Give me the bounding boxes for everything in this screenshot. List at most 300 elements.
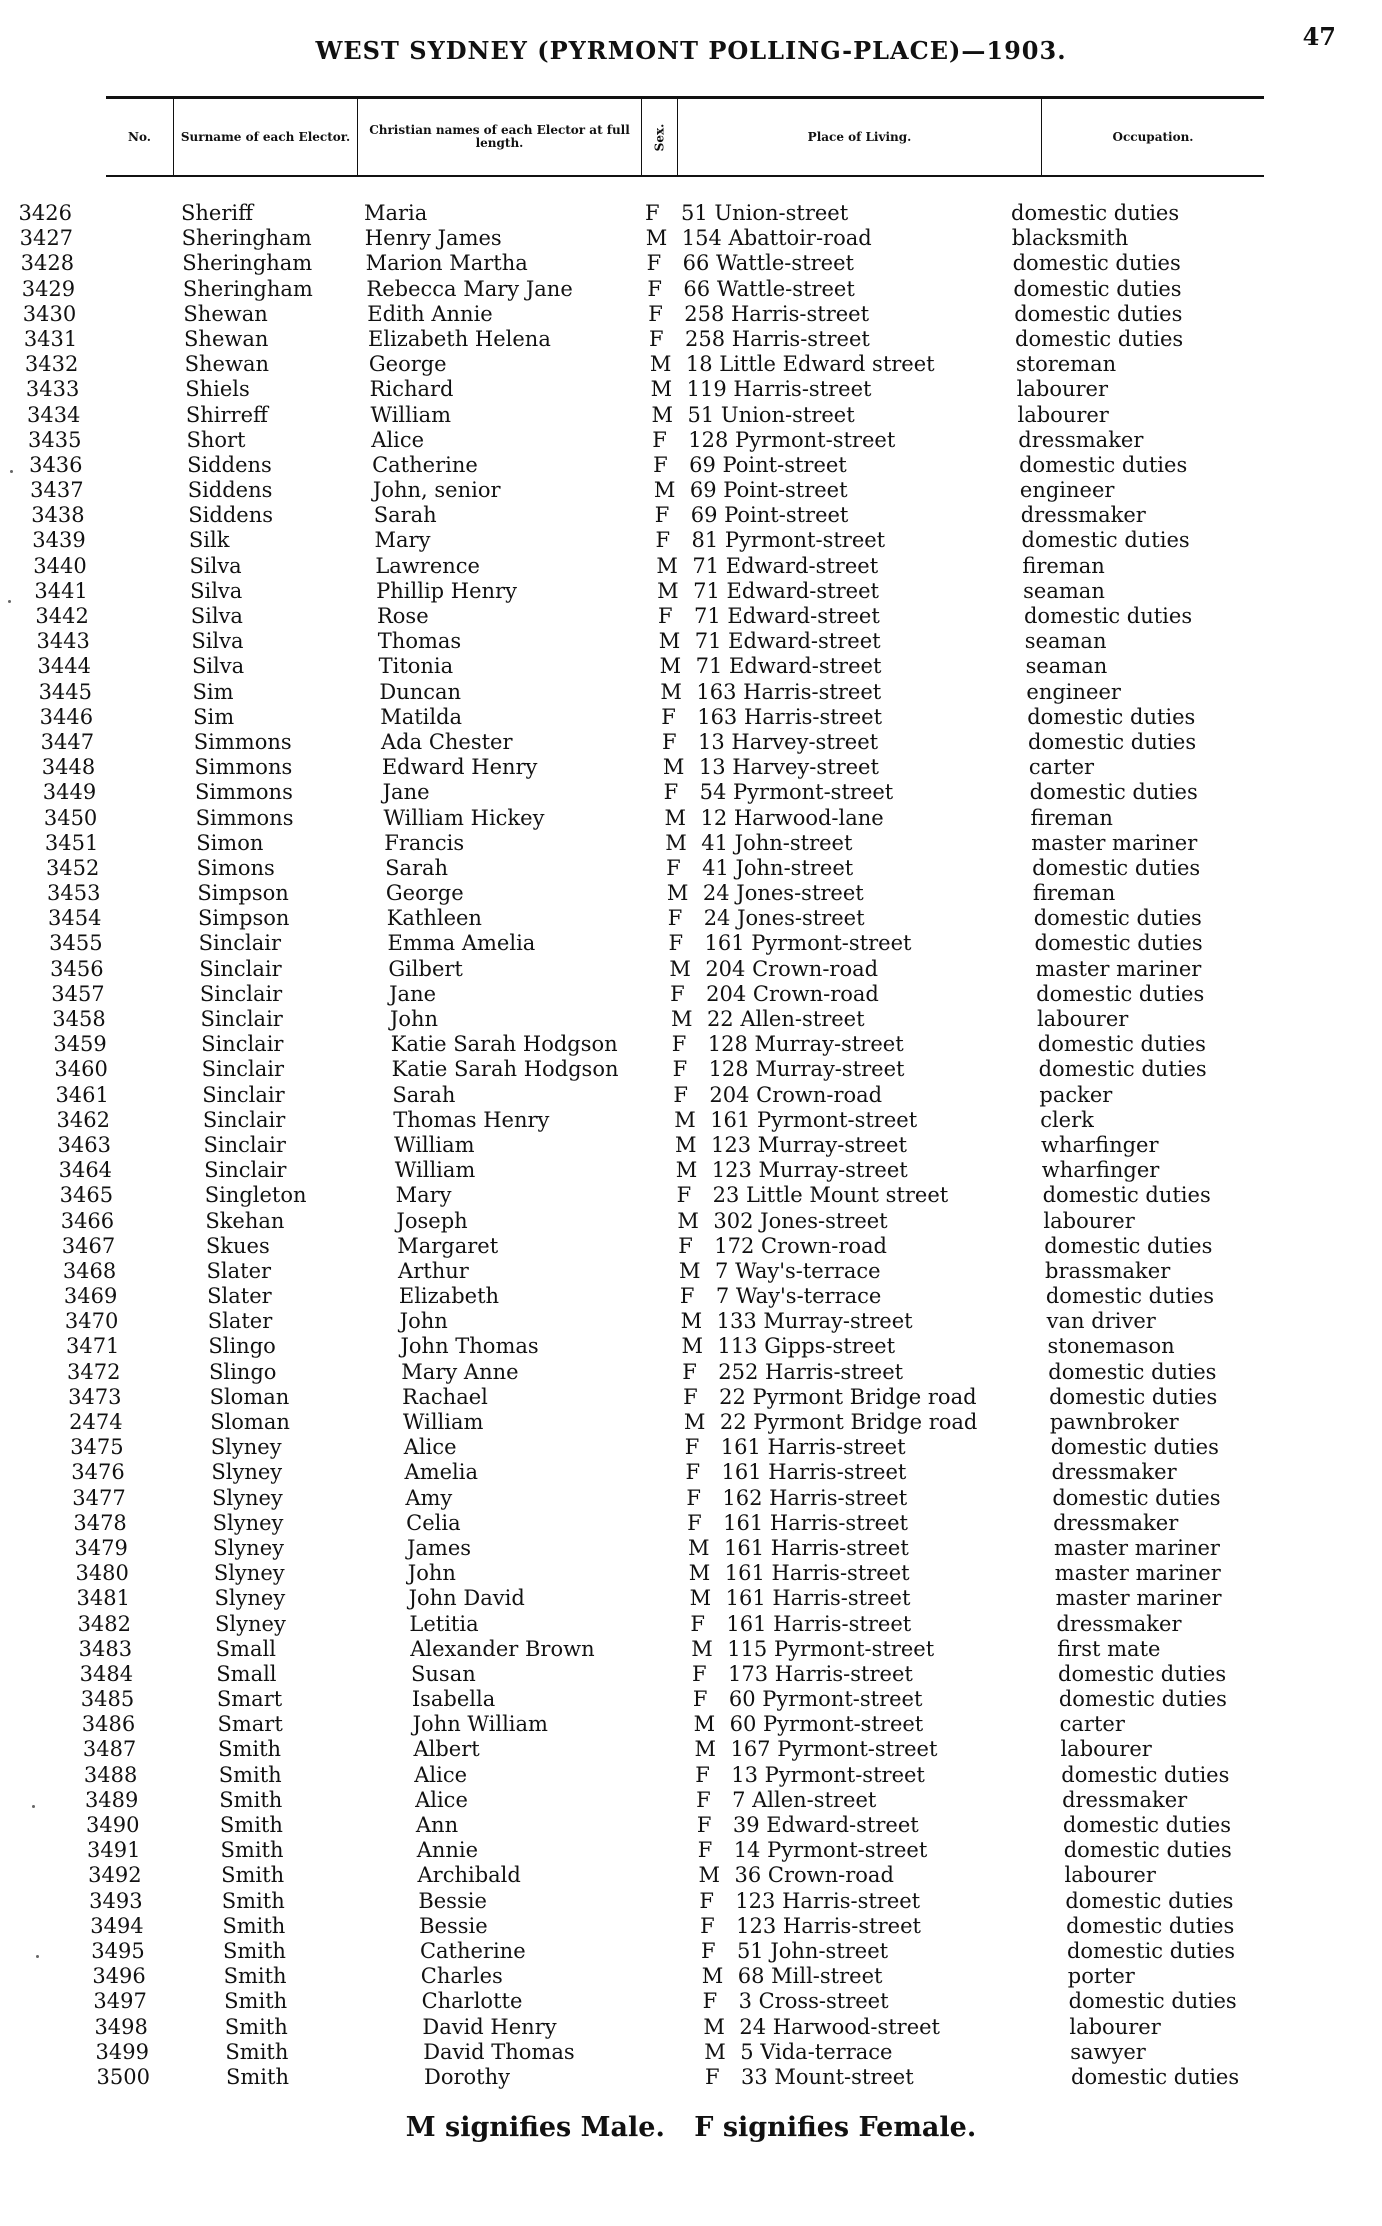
row-number: 3441 — [34, 578, 88, 603]
row-christian-names: John — [407, 1561, 456, 1586]
row-surname: Slyney — [213, 1561, 285, 1586]
row-christian-names: Amy — [405, 1485, 453, 1510]
table-row — [0, 327, 1382, 352]
row-surname: Smith — [221, 1888, 285, 1913]
table-row — [0, 680, 1382, 705]
row-sex: F — [692, 1661, 707, 1686]
row-occupation: domestic duties — [1021, 528, 1190, 553]
row-number: 3455 — [49, 931, 103, 956]
row-occupation: clerk — [1040, 1107, 1094, 1132]
row-surname: Smith — [222, 1913, 286, 1938]
row-surname: Skues — [205, 1233, 270, 1258]
row-sex: M — [688, 1561, 711, 1586]
row-christian-names: Mary — [395, 1183, 452, 1208]
row-number: 3443 — [36, 629, 90, 654]
row-occupation: domestic duties — [1033, 906, 1202, 931]
table-row — [0, 1360, 1382, 1385]
row-number: 3491 — [87, 1838, 141, 1863]
table-row — [0, 1637, 1382, 1662]
table-row — [0, 1687, 1382, 1712]
header-christian-names: Christian names of each Elector at full length. — [358, 99, 642, 175]
row-occupation: labourer — [1064, 1863, 1156, 1888]
table-row — [0, 931, 1382, 956]
row-occupation: domestic duties — [1058, 1687, 1227, 1712]
row-sex: M — [666, 881, 689, 906]
row-number: 3462 — [56, 1107, 110, 1132]
row-number: 3467 — [61, 1233, 116, 1258]
row-occupation: labourer — [1036, 1007, 1129, 1031]
row-christian-names: Ada Chester — [381, 729, 513, 754]
row-christian-names: Phillip Henry — [376, 578, 517, 603]
row-surname: Sim — [193, 704, 235, 729]
table-row — [0, 1183, 1382, 1208]
row-number: 3464 — [58, 1158, 113, 1183]
table-row — [0, 302, 1382, 327]
row-sex: F — [647, 276, 662, 301]
row-sex: F — [700, 1913, 715, 1938]
row-occupation: engineer — [1019, 478, 1115, 503]
row-number: 3442 — [35, 604, 89, 628]
table-row — [0, 1234, 1382, 1259]
row-place-of-living: 51 Union-street — [681, 201, 849, 225]
row-sex: M — [677, 1208, 699, 1233]
table-row — [0, 1460, 1382, 1485]
row-number: 3432 — [24, 352, 79, 377]
row-place-of-living: 24 Jones-street — [703, 906, 865, 931]
row-place-of-living: 163 Harris-street — [696, 679, 882, 704]
row-sex: F — [661, 704, 676, 729]
row-place-of-living: 133 Murray-street — [716, 1309, 913, 1334]
row-sex: M — [675, 1132, 697, 1157]
row-place-of-living: 24 Harwood-street — [739, 2014, 940, 2039]
row-christian-names: Emma Amelia — [387, 931, 536, 956]
row-surname: Sinclair — [198, 931, 282, 956]
row-place-of-living: 71 Edward-street — [693, 578, 879, 603]
row-occupation: dressmaker — [1062, 1787, 1188, 1812]
row-christian-names: William — [370, 402, 451, 427]
row-christian-names: Dorothy — [424, 2064, 510, 2089]
row-surname: Smart — [217, 1712, 283, 1737]
row-surname: Slater — [206, 1258, 272, 1283]
table-row — [0, 478, 1382, 503]
table-row — [0, 428, 1382, 453]
table-row — [0, 503, 1382, 528]
row-surname: Sheringham — [182, 276, 313, 301]
row-christian-names: William — [394, 1132, 475, 1157]
row-number: 3468 — [62, 1258, 117, 1283]
row-number: 3454 — [48, 906, 102, 931]
row-place-of-living: 66 Wattle-street — [682, 251, 854, 276]
table-row — [0, 1334, 1382, 1359]
row-surname: Slater — [207, 1284, 272, 1309]
table-row — [0, 1889, 1382, 1914]
row-christian-names: Archibald — [417, 1863, 521, 1888]
table-row — [0, 1057, 1382, 1082]
row-surname: Simmons — [194, 755, 293, 780]
table-row — [0, 1914, 1382, 1939]
footer-male-note: M signifies Male. — [405, 2112, 665, 2143]
row-sex: F — [679, 1284, 695, 1309]
row-occupation: domestic duties — [1015, 326, 1184, 351]
row-sex: F — [683, 1384, 698, 1409]
row-christian-names: James — [406, 1535, 472, 1560]
row-surname: Smith — [223, 1964, 287, 1989]
row-christian-names: John — [399, 1309, 448, 1334]
row-place-of-living: 161 Harris-street — [723, 1510, 908, 1535]
table-row — [0, 2065, 1382, 2090]
row-place-of-living: 13 Pyrmont-street — [731, 1762, 925, 1787]
row-occupation: domestic duties — [1028, 729, 1197, 754]
row-sex: F — [648, 301, 663, 326]
row-christian-names: Albert — [413, 1737, 480, 1762]
row-place-of-living: 302 Jones-street — [713, 1208, 888, 1233]
row-occupation: fireman — [1022, 553, 1105, 578]
row-surname: Simmons — [193, 729, 292, 754]
row-surname: Small — [215, 1636, 276, 1661]
row-christian-names: Gilbert — [388, 956, 463, 981]
row-place-of-living: 41 John-street — [701, 830, 853, 855]
row-surname: Smart — [216, 1687, 283, 1712]
table-row — [0, 277, 1382, 302]
row-surname: Small — [216, 1661, 277, 1686]
row-occupation: domestic duties — [1011, 201, 1180, 225]
table-row — [0, 604, 1382, 629]
row-place-of-living: 163 Harris-street — [697, 704, 883, 729]
header-occupation: Occupation. — [1112, 129, 1194, 144]
row-place-of-living: 23 Little Mount street — [712, 1183, 949, 1208]
row-place-of-living: 41 John-street — [702, 855, 854, 880]
row-place-of-living: 161 Pyrmont-street — [710, 1107, 918, 1132]
table-row — [0, 403, 1382, 428]
row-sex: M — [651, 402, 673, 427]
row-christian-names: Letitia — [409, 1611, 479, 1636]
row-christian-names: Rachael — [402, 1384, 488, 1409]
row-place-of-living: 68 Mill-street — [737, 1964, 883, 1989]
row-place-of-living: 161 Harris-street — [720, 1435, 906, 1460]
row-surname: Smith — [222, 1938, 286, 1963]
row-place-of-living: 204 Crown-road — [705, 956, 879, 981]
row-surname: Silva — [190, 604, 243, 628]
table-row — [0, 1662, 1382, 1687]
table-row — [0, 629, 1382, 654]
row-sex: M — [665, 830, 687, 855]
row-sex: F — [699, 1888, 714, 1913]
table-row — [0, 251, 1382, 276]
row-christian-names: Mary Anne — [401, 1359, 519, 1384]
header-no: No. — [106, 99, 174, 175]
row-christian-names: Sarah — [385, 855, 449, 880]
row-number: 3495 — [91, 1938, 145, 1963]
row-christian-names: Joseph — [396, 1208, 468, 1233]
row-sex: F — [702, 1989, 718, 2014]
table-row — [0, 730, 1382, 755]
table-row — [0, 906, 1382, 931]
row-occupation: domestic duties — [1027, 704, 1196, 729]
row-occupation: domestic duties — [1013, 276, 1182, 301]
row-number: 3445 — [38, 679, 93, 704]
row-surname: Silva — [190, 578, 243, 603]
row-sex: F — [684, 1435, 700, 1460]
row-surname: Sinclair — [202, 1082, 285, 1107]
row-sex: M — [701, 1964, 724, 1989]
row-number: 3500 — [96, 2064, 150, 2089]
row-place-of-living: 123 Harris-street — [735, 1888, 921, 1913]
table-row — [0, 1838, 1382, 1863]
row-number: 3469 — [63, 1284, 118, 1309]
row-sex: F — [670, 981, 685, 1006]
row-surname: Smith — [219, 1787, 283, 1812]
row-christian-names: John William — [412, 1712, 548, 1737]
row-sex: M — [674, 1107, 696, 1132]
row-sex: M — [662, 755, 685, 780]
row-surname: Siddens — [187, 478, 273, 503]
row-christian-names: Kathleen — [386, 906, 482, 931]
scan-speck — [36, 1955, 39, 1958]
table-row — [0, 1083, 1382, 1108]
row-number: 3466 — [60, 1208, 115, 1233]
table-row — [0, 226, 1382, 251]
row-place-of-living: 161 Pyrmont-street — [704, 931, 912, 956]
row-sex: F — [666, 855, 681, 880]
row-number: 3449 — [42, 780, 97, 805]
row-occupation: seaman — [1023, 578, 1105, 603]
row-number: 3475 — [70, 1435, 124, 1460]
row-place-of-living: 161 Harris-street — [723, 1535, 909, 1560]
row-occupation: fireman — [1032, 881, 1116, 906]
row-sex: F — [657, 604, 673, 628]
row-occupation: domestic duties — [1045, 1284, 1214, 1309]
row-occupation: domestic duties — [1066, 1913, 1235, 1938]
row-place-of-living: 54 Pyrmont-street — [699, 780, 894, 805]
row-occupation: master mariner — [1053, 1535, 1220, 1560]
table-row — [0, 780, 1382, 805]
row-christian-names: David Henry — [422, 2014, 557, 2039]
row-number: 3472 — [67, 1359, 121, 1384]
row-occupation: domestic duties — [1012, 251, 1181, 276]
table-row — [0, 1209, 1382, 1234]
row-surname: Silva — [191, 629, 244, 654]
row-occupation: domestic duties — [1042, 1183, 1211, 1208]
row-number: 3499 — [95, 2039, 149, 2064]
row-place-of-living: 39 Edward-street — [732, 1813, 919, 1837]
row-number: 3494 — [90, 1913, 144, 1938]
row-occupation: domestic duties — [1032, 855, 1201, 880]
row-christian-names: Rose — [376, 604, 429, 628]
row-place-of-living: 5 Vida-terrace — [740, 2039, 893, 2064]
table-row — [0, 1259, 1382, 1284]
row-place-of-living: 128 Murray-street — [708, 1057, 905, 1082]
row-number: 2474 — [69, 1410, 123, 1434]
row-number: 3478 — [73, 1510, 127, 1535]
row-surname: Sinclair — [204, 1158, 287, 1183]
row-number: 3450 — [43, 805, 98, 830]
row-place-of-living: 22 Allen-street — [706, 1007, 865, 1031]
table-row — [0, 1007, 1382, 1032]
row-sex: M — [680, 1309, 703, 1334]
row-surname: Sim — [192, 679, 234, 704]
row-number: 3457 — [51, 981, 105, 1006]
table-row — [0, 957, 1382, 982]
row-surname: Sinclair — [201, 1057, 285, 1082]
row-surname: Slyney — [212, 1510, 284, 1535]
row-occupation: master mariner — [1035, 956, 1202, 981]
row-place-of-living: 161 Harris-street — [726, 1611, 912, 1636]
scan-speck — [32, 1805, 35, 1808]
row-occupation: master mariner — [1054, 1561, 1221, 1586]
row-sex: F — [687, 1510, 702, 1535]
row-christian-names: Amelia — [404, 1460, 478, 1485]
row-number: 3471 — [65, 1334, 120, 1359]
row-sex: M — [657, 578, 679, 603]
row-place-of-living: 161 Harris-street — [725, 1586, 911, 1611]
row-place-of-living: 7 Way's-terrace — [715, 1284, 882, 1309]
row-christian-names: Matilda — [380, 704, 463, 729]
row-sex: F — [682, 1359, 697, 1384]
row-number: 3453 — [47, 881, 101, 906]
row-occupation: domestic duties — [1065, 1888, 1234, 1913]
table-row — [0, 1486, 1382, 1511]
row-place-of-living: 3 Cross-street — [738, 1989, 889, 2014]
row-surname: Silk — [188, 528, 230, 553]
row-christian-names: Alice — [414, 1762, 468, 1787]
row-sex: F — [649, 326, 664, 351]
row-occupation: porter — [1067, 1964, 1135, 1989]
row-christian-names: Margaret — [397, 1233, 499, 1258]
row-surname: Shewan — [184, 326, 269, 351]
row-sex: M — [703, 2014, 725, 2039]
row-christian-names: John Thomas — [400, 1334, 539, 1359]
row-sex: M — [656, 553, 678, 578]
footer-legend — [0, 2112, 1382, 2143]
row-sex: F — [696, 1787, 711, 1812]
row-number: 3436 — [29, 452, 83, 477]
row-sex: M — [694, 1737, 716, 1762]
row-number: 3434 — [26, 402, 81, 427]
row-surname: Smith — [218, 1737, 282, 1762]
row-occupation: dressmaker — [1056, 1611, 1182, 1636]
row-sex: M — [659, 654, 682, 679]
row-occupation: van driver — [1046, 1309, 1156, 1334]
row-christian-names: John David — [408, 1586, 525, 1611]
row-occupation: blacksmith — [1011, 226, 1129, 251]
row-surname: Siddens — [188, 503, 274, 528]
row-place-of-living: 258 Harris-street — [684, 301, 870, 326]
row-sex: F — [645, 201, 660, 225]
row-christian-names: Jane — [389, 981, 437, 1006]
row-surname: Sinclair — [200, 1007, 283, 1031]
row-number: 3444 — [37, 654, 91, 679]
row-occupation: domestic duties — [1066, 1938, 1236, 1963]
row-sex: F — [646, 251, 662, 276]
row-surname: Sheriff — [181, 201, 254, 225]
row-occupation: packer — [1039, 1082, 1113, 1107]
row-place-of-living: 204 Crown-road — [706, 981, 879, 1006]
row-number: 3459 — [53, 1032, 107, 1057]
row-surname: Simpson — [198, 906, 290, 931]
row-surname: Sinclair — [201, 1032, 284, 1057]
row-place-of-living: 167 Pyrmont-street — [730, 1737, 938, 1762]
row-christian-names: Edith Annie — [367, 301, 493, 326]
row-sex: M — [689, 1586, 712, 1611]
row-sex: M — [683, 1410, 706, 1434]
row-surname: Smith — [220, 1838, 284, 1863]
table-row — [0, 856, 1382, 881]
row-occupation: domestic duties — [1019, 452, 1188, 477]
table-row — [0, 352, 1382, 377]
row-number: 3481 — [76, 1586, 130, 1611]
row-christian-names: Rebecca Mary Jane — [366, 276, 573, 301]
row-christian-names: Arthur — [398, 1258, 469, 1283]
row-place-of-living: 119 Harris-street — [686, 377, 872, 402]
row-number: 3479 — [74, 1535, 128, 1560]
table-row — [0, 806, 1382, 831]
row-place-of-living: 51 Union-street — [687, 402, 855, 427]
row-occupation: labourer — [1060, 1737, 1152, 1762]
row-sex: F — [653, 452, 668, 477]
row-christian-names: Sarah — [373, 503, 437, 528]
row-christian-names: Catherine — [419, 1938, 526, 1963]
row-christian-names: David Thomas — [423, 2039, 575, 2064]
table-row — [0, 982, 1382, 1007]
row-number: 3497 — [93, 1989, 147, 2014]
row-occupation: domestic duties — [1063, 1838, 1232, 1863]
row-christian-names: Lawrence — [375, 553, 480, 578]
row-christian-names: William — [402, 1410, 484, 1434]
row-sex: M — [658, 629, 681, 654]
row-sex: F — [655, 528, 671, 553]
row-occupation: domestic duties — [1052, 1485, 1221, 1510]
row-sex: M — [649, 352, 672, 377]
row-occupation: domestic duties — [1062, 1813, 1232, 1837]
row-surname: Sinclair — [199, 981, 283, 1006]
row-place-of-living: 115 Pyrmont-street — [727, 1636, 935, 1661]
row-number: 3493 — [89, 1888, 143, 1913]
row-place-of-living: 14 Pyrmont-street — [733, 1838, 928, 1863]
row-place-of-living: 173 Harris-street — [728, 1661, 913, 1686]
table-row — [0, 1586, 1382, 1611]
row-number: 3427 — [19, 226, 74, 251]
row-place-of-living: 71 Edward-street — [694, 629, 881, 654]
row-number: 3490 — [86, 1813, 140, 1837]
table-row — [0, 881, 1382, 906]
row-number: 3428 — [20, 251, 75, 276]
row-number: 3482 — [77, 1611, 132, 1636]
table-row — [0, 1385, 1382, 1410]
row-christian-names: Mary — [374, 528, 431, 553]
row-occupation: domestic duties — [1029, 780, 1198, 805]
header-place-of-living: Place of Living. — [678, 99, 1042, 175]
row-occupation: domestic duties — [1058, 1661, 1227, 1686]
row-occupation: master mariner — [1055, 1586, 1222, 1611]
row-number: 3451 — [44, 830, 99, 855]
table-row — [0, 1158, 1382, 1183]
table-row — [0, 1108, 1382, 1133]
row-number: 3438 — [31, 503, 85, 528]
row-number: 3437 — [30, 478, 84, 503]
row-surname: Sloman — [209, 1384, 290, 1409]
row-surname: Simon — [196, 830, 264, 855]
row-place-of-living: 22 Pyrmont Bridge road — [719, 1384, 977, 1409]
row-christian-names: Duncan — [379, 679, 462, 704]
row-sex: M — [691, 1636, 713, 1661]
row-place-of-living: 81 Pyrmont-street — [691, 528, 886, 553]
row-surname: Smith — [218, 1762, 282, 1787]
row-occupation: engineer — [1026, 679, 1121, 704]
row-place-of-living: 123 Harris-street — [736, 1913, 921, 1938]
row-occupation: domestic duties — [1071, 2064, 1240, 2089]
table-row — [0, 1536, 1382, 1561]
page-title: WEST SYDNEY (PYRMONT POLLING-PLACE)—1903. — [315, 36, 1067, 65]
